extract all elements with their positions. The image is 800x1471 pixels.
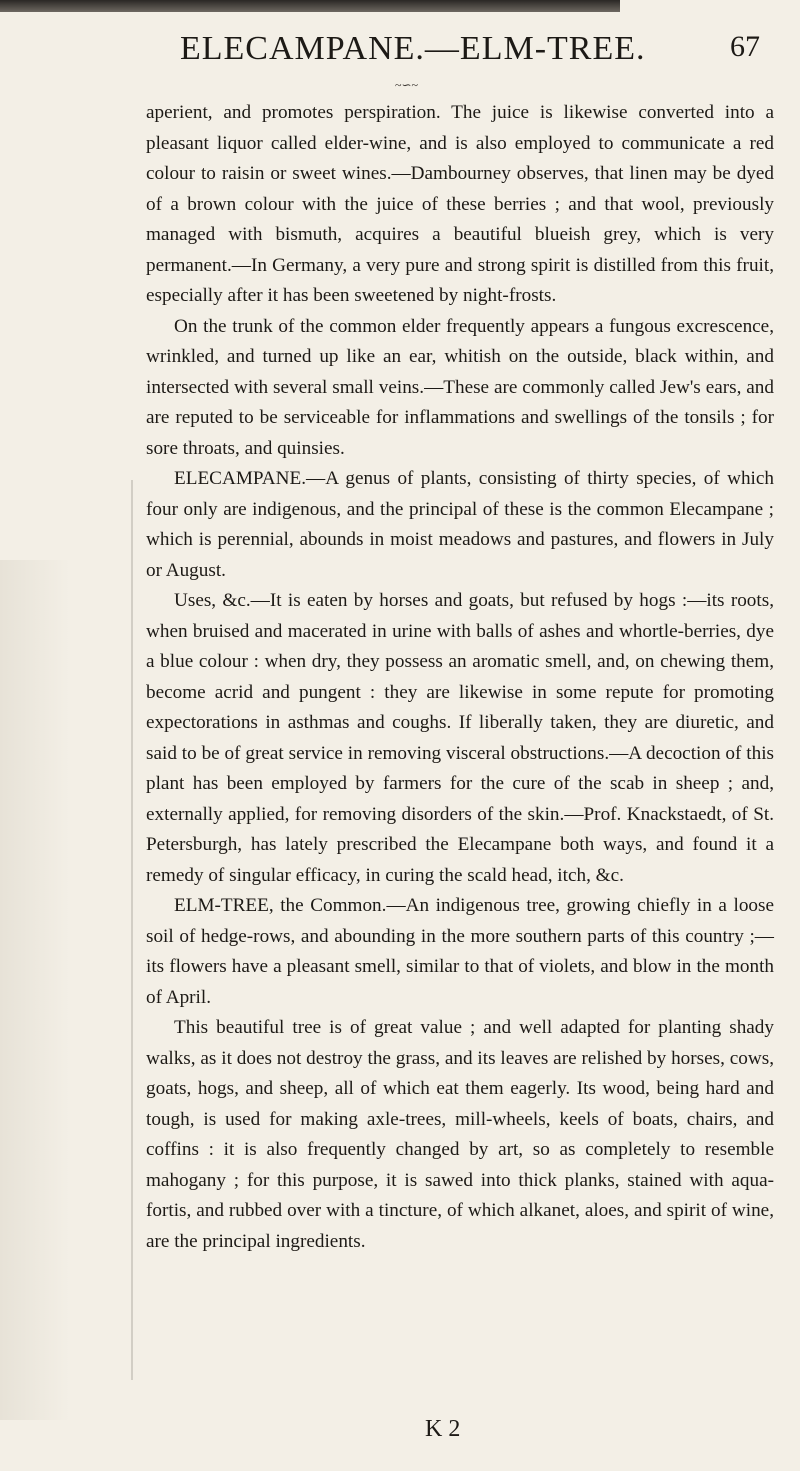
page-number: 67 <box>730 30 760 63</box>
paragraph-elm-tree: ELM-TREE, the Common.—An indigenous tree, growing chiefly in a loose soil of hedge-rows, and abounding in the more southern parts of this country ;—its flowers have a pleasant smell, similar to that of violets, and blow in the month of April. <box>146 895 774 1008</box>
signature-mark: K 2 <box>425 1416 461 1442</box>
running-head <box>180 30 760 76</box>
paragraph-elm-value: This beautiful tree is of great value ; and well adapted for planting shady walks, as it does not destroy the grass, and its leaves are relished by horses, cows, goats, hogs, and sheep, all of which eat them eagerly. Its wood, being hard and tough, is used for making axle-trees, mill-wheels, keels of boats, chairs, and coffins : it is also frequently changed by art, so as completely to resemble mahogany ; for this purpose, it is sawed into thick planks, stained with aqua-fortis, and rubbed over with a tincture, of which alkanet, aloes, and spirit of wine, are the principal ingredients. <box>146 1017 774 1252</box>
paragraph-elecampane-uses: Uses, &c.—It is eaten by horses and goats, but refused by hogs :—its roots, when bruised and macerated in urine with balls of ashes and whortle-berries, dye a blue colour : when dry, they possess an aromatic smell, and, on chewing them, become acrid and pungent : they are likewise in some repute for promoting expectorations in asthmas and coughs. If liberally taken, they are diuretic, and said to be of great service in removing visceral obstructions.—A decoction of this plant has been employed by farmers for the cure of the scab in sheep ; and, externally applied, for removing disorders of the skin.—Prof. Knackstaedt, of St. Petersburgh, has lately prescribed the Elecampane both ways, and found it a remedy of singular efficacy, in curing the scald head, itch, &c. <box>146 590 774 886</box>
paragraph-elecampane: ELECAMPANE.—A genus of plants, consisting of thirty species, of which four only are indigenous, and the principal of these is the common Elecampane ; which is perennial, abounds in moist meadows and pastures, and flowers in July or August. <box>146 468 774 581</box>
running-title: ELECAMPANE.—ELM-TREE. <box>180 30 646 67</box>
body-text <box>146 98 774 1257</box>
paragraph-elder-wine: aperient, and promotes perspiration. The juice is likewise converted into a pleasant liquor called elder-wine, and is also employed to communicate a red colour to raisin or sweet wines.—Dambourney observes, that linen may be dyed of a brown colour with the juice of these berries ; and that wool, previously managed with bismuth, acquires a beautiful blueish grey, which is very permanent.—In Germany, a very pure and strong spirit is distilled from this fruit, especially after it has been sweetened by night-frosts. <box>146 102 774 306</box>
ornament-divider: ~∽~ <box>395 78 419 92</box>
paragraph-jews-ears: On the trunk of the common elder frequently appears a fungous excrescence, wrinkled, and turned up like an ear, whitish on the outside, black within, and intersected with several small veins.—These are commonly called Jew's ears, and are reputed to be serviceable for inflammations and swellings of the tonsils ; for sore throats, and quinsies. <box>146 315 774 459</box>
